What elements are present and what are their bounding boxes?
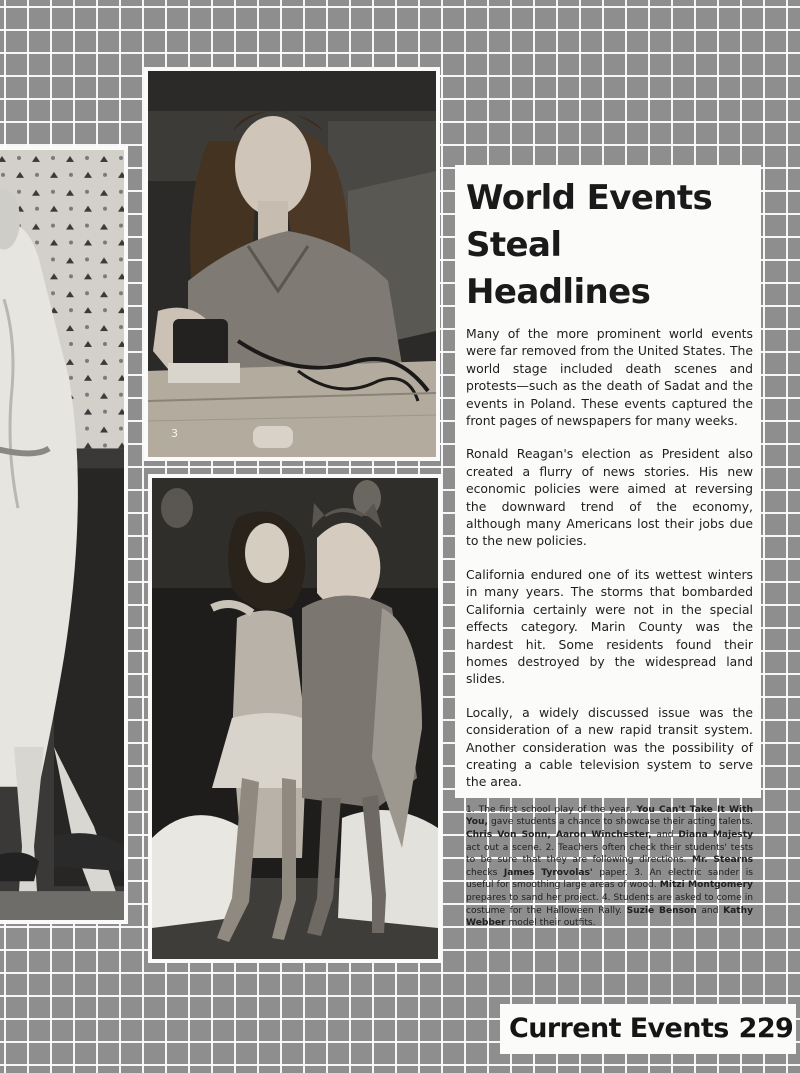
caption-text: act out a scene. 2. Teachers often check their students' tests to be sure that they are following directions. xyxy=(466,842,753,866)
photo-play-scene-image xyxy=(0,150,124,920)
caption-name: Suzie Benson xyxy=(626,905,697,916)
headline xyxy=(466,175,753,316)
article-panel xyxy=(455,165,761,929)
caption-name: You Can't Take It With You, xyxy=(466,804,753,828)
page-number: 229 xyxy=(738,1013,794,1044)
caption-text: and xyxy=(651,829,679,840)
article-paragraph: Many of the more prominent world events were far removed from the United States. The world stage included death scenes and protests—such as the death of Sadat and the events in Poland. These events captured the front pages of newspapers for many weeks. xyxy=(466,326,753,429)
headline-line-1: World Events xyxy=(466,178,713,218)
caption-text: prepares to sand her project. 4. Students are asked to come in costume for the Halloween Rally. xyxy=(466,892,753,916)
headline-line-2: Steal Headlines xyxy=(466,225,651,312)
photo-halloween-image xyxy=(152,478,438,959)
caption-text: model their outfits. xyxy=(505,918,596,929)
caption-text: paper. 3. An electric sander is useful for smoothing large areas of wood. xyxy=(466,867,753,891)
photo-play-scene xyxy=(0,146,128,924)
article-paragraph: California endured one of its wettest winters in many years. The storms that bombarded California certainly were not in the special effects category. Marin County was the hardest hit. Some residents found their homes destroyed by the widespread land slides. xyxy=(466,566,753,687)
photo-sanding-image xyxy=(148,71,436,457)
caption-text: gave students a chance to showcase their acting talents. xyxy=(487,817,753,828)
article-paragraph: Ronald Reagan's election as President also created a flurry of news stories. His new economic policies were aimed at reversing the downward trend of the economy, although many Americans lost their jobs due to the new policies. xyxy=(466,446,753,549)
photo-halloween xyxy=(148,474,442,963)
caption-name: Mitzi Montgomery xyxy=(659,880,753,891)
photo-caption xyxy=(466,804,753,930)
article-paragraph: Locally, a widely discussed issue was the consideration of a new rapid transit system. Another consideration was the possibility of creating a cable television system to serve the area. xyxy=(466,704,753,790)
caption-text: and xyxy=(696,905,724,916)
caption-name: Chris Von Sonn, Aaron Winchester, xyxy=(466,829,652,840)
caption-name: James Tyrovolas' xyxy=(503,867,593,878)
caption-name: Kathy Webber xyxy=(466,905,753,929)
section-title: Current Events xyxy=(509,1013,729,1044)
caption-text: 1. The first school play of the year, xyxy=(466,804,637,815)
photo-sanding xyxy=(144,67,440,461)
photo-number-label: 3 xyxy=(171,427,178,440)
caption-name: Diana Majesty xyxy=(678,829,753,840)
page-folio xyxy=(500,1004,796,1054)
caption-text: checks xyxy=(466,867,504,878)
caption-name: Mr. Stearns xyxy=(691,855,753,866)
